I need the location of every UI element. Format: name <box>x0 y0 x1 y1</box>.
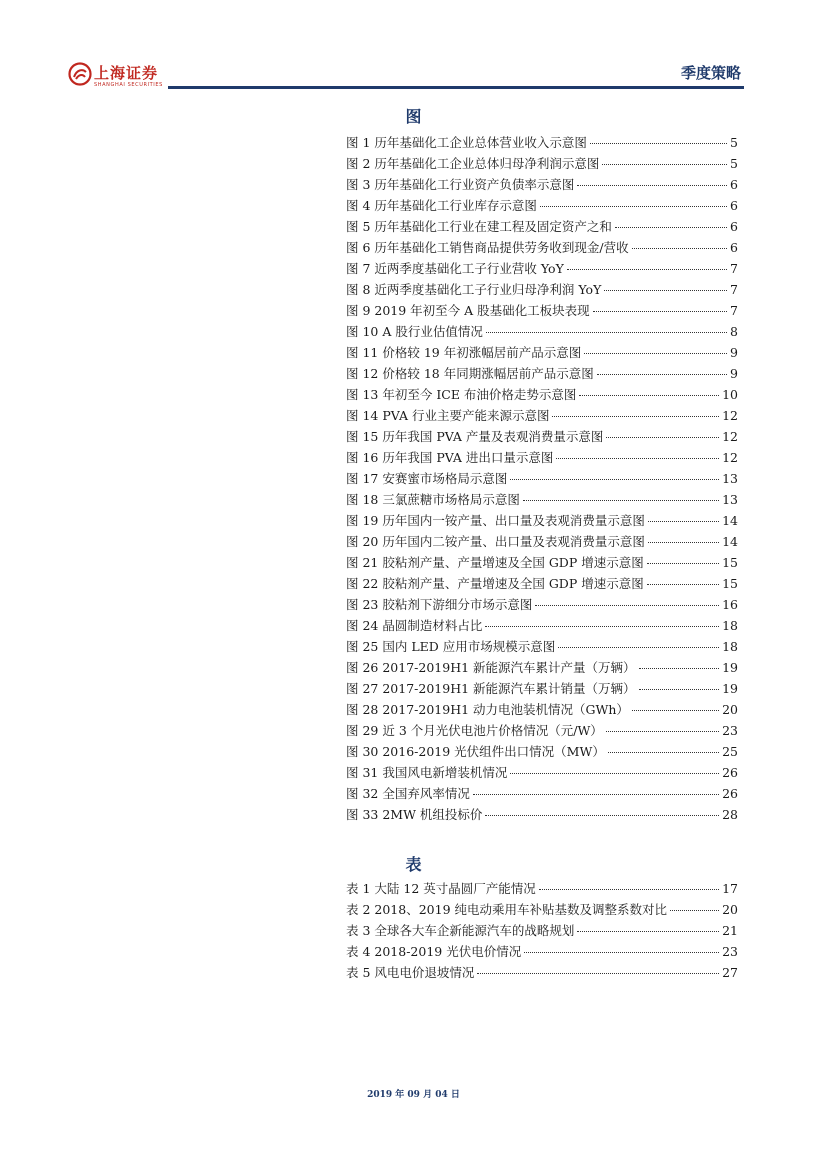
figure-toc-entry-page-number: 7 <box>730 303 738 318</box>
figure-toc-entry[interactable] <box>346 804 738 825</box>
figure-toc-entry-label: 图 13 年初至今 ICE 布油价格走势示意图 <box>346 387 577 402</box>
figure-toc-entry-label: 图 16 历年我国 PVA 进出口量示意图 <box>346 450 554 465</box>
figure-toc-entry-page-number: 19 <box>722 660 738 675</box>
figure-toc-entry-label: 图 23 胶粘剂下游细分市场示意图 <box>346 597 533 612</box>
figure-toc-entry-page-number: 6 <box>730 177 738 192</box>
dot-leader <box>670 896 719 911</box>
header-divider <box>168 86 744 89</box>
figures-section-title: 图 <box>405 107 422 126</box>
figure-toc-entry-page-number: 14 <box>722 513 738 528</box>
dot-leader <box>606 717 719 732</box>
figure-toc-entry-page-number: 18 <box>722 618 738 633</box>
figure-toc-entry-label: 图 5 历年基础化工行业在建工程及固定资产之和 <box>346 219 612 234</box>
table-toc-entry-page-number: 27 <box>722 965 738 980</box>
figure-toc-entry-label: 图 20 历年国内二铵产量、出口量及表观消费量示意图 <box>346 534 645 549</box>
figure-toc-entry-page-number: 25 <box>722 744 738 759</box>
dot-leader <box>577 917 719 932</box>
table-toc-entry-label: 表 3 全球各大车企新能源汽车的战略规划 <box>346 923 575 938</box>
figure-toc-entry-label: 图 30 2016-2019 光伏组件出口情况（MW） <box>346 744 605 759</box>
tables-section-title: 表 <box>405 855 422 874</box>
figure-toc-entry-label: 图 28 2017-2019H1 动力电池装机情况（GWh） <box>346 702 629 717</box>
dot-leader <box>535 591 719 606</box>
figure-toc-entry-label: 图 1 历年基础化工企业总体营业收入示意图 <box>346 135 587 150</box>
table-toc-entry-label: 表 1 大陆 12 英寸晶圆厂产能情况 <box>346 881 536 896</box>
table-toc-entry-label: 表 4 2018-2019 光伏电价情况 <box>346 944 522 959</box>
dot-leader <box>486 318 727 333</box>
dot-leader <box>615 213 727 228</box>
dot-leader <box>648 507 719 522</box>
dot-leader <box>524 938 719 953</box>
dot-leader <box>602 150 727 165</box>
figure-toc-entry-label: 图 8 近两季度基础化工子行业归母净利润 YoY <box>346 282 602 297</box>
figure-toc-entry-page-number: 6 <box>730 198 738 213</box>
figure-toc-entry-page-number: 16 <box>722 597 738 612</box>
figure-toc-entry-page-number: 10 <box>722 387 738 402</box>
figure-toc-entry-label: 图 25 国内 LED 应用市场规模示意图 <box>346 639 556 654</box>
figure-toc-entry-page-number: 13 <box>722 471 738 486</box>
figure-toc-entry-page-number: 7 <box>730 282 738 297</box>
table-toc-entry[interactable] <box>346 962 738 983</box>
figure-toc-entry-label: 图 31 我国风电新增装机情况 <box>346 765 508 780</box>
figure-toc-entry-page-number: 7 <box>730 261 738 276</box>
figure-toc-entry-label: 图 22 胶粘剂产量、产量增速及全国 GDP 增速示意图 <box>346 576 644 591</box>
table-toc-entry-page-number: 23 <box>722 944 738 959</box>
dot-leader <box>604 276 727 291</box>
logo-text: 上海证券 <box>94 64 159 82</box>
table-toc-entry-page-number: 17 <box>722 881 738 896</box>
figure-toc-entry-page-number: 28 <box>722 807 738 822</box>
figure-toc-entry-label: 图 17 安赛蜜市场格局示意图 <box>346 471 508 486</box>
figure-toc-entry-page-number: 26 <box>722 786 738 801</box>
dot-leader <box>606 423 719 438</box>
dot-leader <box>473 780 719 795</box>
table-toc-entry-label: 表 5 风电电价退坡情况 <box>346 965 475 980</box>
figure-toc-entry-page-number: 15 <box>722 555 738 570</box>
figure-toc-entry-page-number: 5 <box>730 156 738 171</box>
figure-toc-entry-label: 图 3 历年基础化工行业资产负债率示意图 <box>346 177 575 192</box>
figure-toc-entry-label: 图 9 2019 年初至今 A 股基础化工板块表现 <box>346 303 590 318</box>
dot-leader <box>647 549 719 564</box>
figures-list <box>346 132 738 825</box>
figure-toc-entry-page-number: 8 <box>730 324 738 339</box>
figure-toc-entry-label: 图 32 全国弃风率情况 <box>346 786 470 801</box>
figure-toc-entry-label: 图 6 历年基础化工销售商品提供劳务收到现金/营收 <box>346 240 629 255</box>
company-logo <box>68 60 178 94</box>
dot-leader <box>558 633 719 648</box>
logo-subtext: SHANGHAI SECURITIES <box>94 82 163 88</box>
figure-toc-entry-page-number: 9 <box>730 345 738 360</box>
figure-toc-entry-label: 图 29 近 3 个月光伏电池片价格情况（元/W） <box>346 723 603 738</box>
table-toc-entry-page-number: 20 <box>722 902 738 917</box>
dot-leader <box>639 675 720 690</box>
figure-toc-entry-label: 图 24 晶圆制造材料占比 <box>346 618 483 633</box>
figure-toc-entry-page-number: 14 <box>722 534 738 549</box>
figure-toc-entry-page-number: 5 <box>730 135 738 150</box>
figure-toc-entry-label: 图 7 近两季度基础化工子行业营收 YoY <box>346 261 564 276</box>
figure-toc-entry-label: 图 2 历年基础化工企业总体归母净利润示意图 <box>346 156 600 171</box>
figure-toc-entry-page-number: 9 <box>730 366 738 381</box>
figure-toc-entry-label: 图 10 A 股行业估值情况 <box>346 324 483 339</box>
dot-leader <box>485 801 719 816</box>
figure-toc-entry-page-number: 20 <box>722 702 738 717</box>
figure-toc-entry-page-number: 12 <box>722 429 738 444</box>
dot-leader <box>556 444 719 459</box>
dot-leader <box>552 402 719 417</box>
figure-toc-entry-page-number: 15 <box>722 576 738 591</box>
dot-leader <box>632 234 727 249</box>
figure-toc-entry-label: 图 11 价格较 19 年初涨幅居前产品示意图 <box>346 345 582 360</box>
dot-leader <box>510 759 719 774</box>
dot-leader <box>593 297 727 312</box>
figure-toc-entry-label: 图 15 历年我国 PVA 产量及表观消费量示意图 <box>346 429 604 444</box>
figure-toc-entry-page-number: 12 <box>722 408 738 423</box>
logo-emblem-icon <box>68 62 92 86</box>
dot-leader <box>485 612 719 627</box>
table-toc-entry-page-number: 21 <box>722 923 738 938</box>
figure-toc-entry-label: 图 19 历年国内一铵产量、出口量及表观消费量示意图 <box>346 513 645 528</box>
figure-toc-entry-page-number: 18 <box>722 639 738 654</box>
dot-leader <box>567 255 727 270</box>
report-type-label: 季度策略 <box>680 64 741 82</box>
dot-leader <box>590 129 727 144</box>
dot-leader <box>608 738 719 753</box>
figure-toc-entry-label: 图 27 2017-2019H1 新能源汽车累计销量（万辆） <box>346 681 636 696</box>
dot-leader <box>648 528 719 543</box>
dot-leader <box>647 570 719 585</box>
table-toc-entry-label: 表 2 2018、2019 纯电动乘用车补贴基数及调整系数对比 <box>346 902 667 917</box>
figure-toc-entry-page-number: 26 <box>722 765 738 780</box>
dot-leader <box>579 381 719 396</box>
dot-leader <box>577 171 727 186</box>
dot-leader <box>632 696 719 711</box>
dot-leader <box>539 875 719 890</box>
figure-toc-entry-page-number: 19 <box>722 681 738 696</box>
figure-toc-entry-label: 图 33 2MW 机组投标价 <box>346 807 483 822</box>
dot-leader <box>510 465 719 480</box>
figure-toc-entry-page-number: 6 <box>730 219 738 234</box>
figure-toc-entry-label: 图 21 胶粘剂产量、产量增速及全国 GDP 增速示意图 <box>346 555 644 570</box>
dot-leader <box>597 360 727 375</box>
figure-toc-entry-page-number: 6 <box>730 240 738 255</box>
tables-list <box>346 878 738 983</box>
dot-leader <box>477 959 719 974</box>
figure-toc-entry-page-number: 23 <box>722 723 738 738</box>
figure-toc-entry-page-number: 13 <box>722 492 738 507</box>
figure-toc-entry-label: 图 14 PVA 行业主要产能来源示意图 <box>346 408 550 423</box>
figure-toc-entry-label: 图 26 2017-2019H1 新能源汽车累计产量（万辆） <box>346 660 636 675</box>
footer-date: 2019 年 09 月 04 日 <box>367 1090 460 1100</box>
dot-leader <box>584 339 727 354</box>
dot-leader <box>523 486 719 501</box>
figure-toc-entry-label: 图 4 历年基础化工行业库存示意图 <box>346 198 537 213</box>
dot-leader <box>540 192 727 207</box>
dot-leader <box>639 654 720 669</box>
figure-toc-entry-label: 图 18 三氯蔗糖市场格局示意图 <box>346 492 520 507</box>
figure-toc-entry-page-number: 12 <box>722 450 738 465</box>
figure-toc-entry-label: 图 12 价格较 18 年同期涨幅居前产品示意图 <box>346 366 594 381</box>
